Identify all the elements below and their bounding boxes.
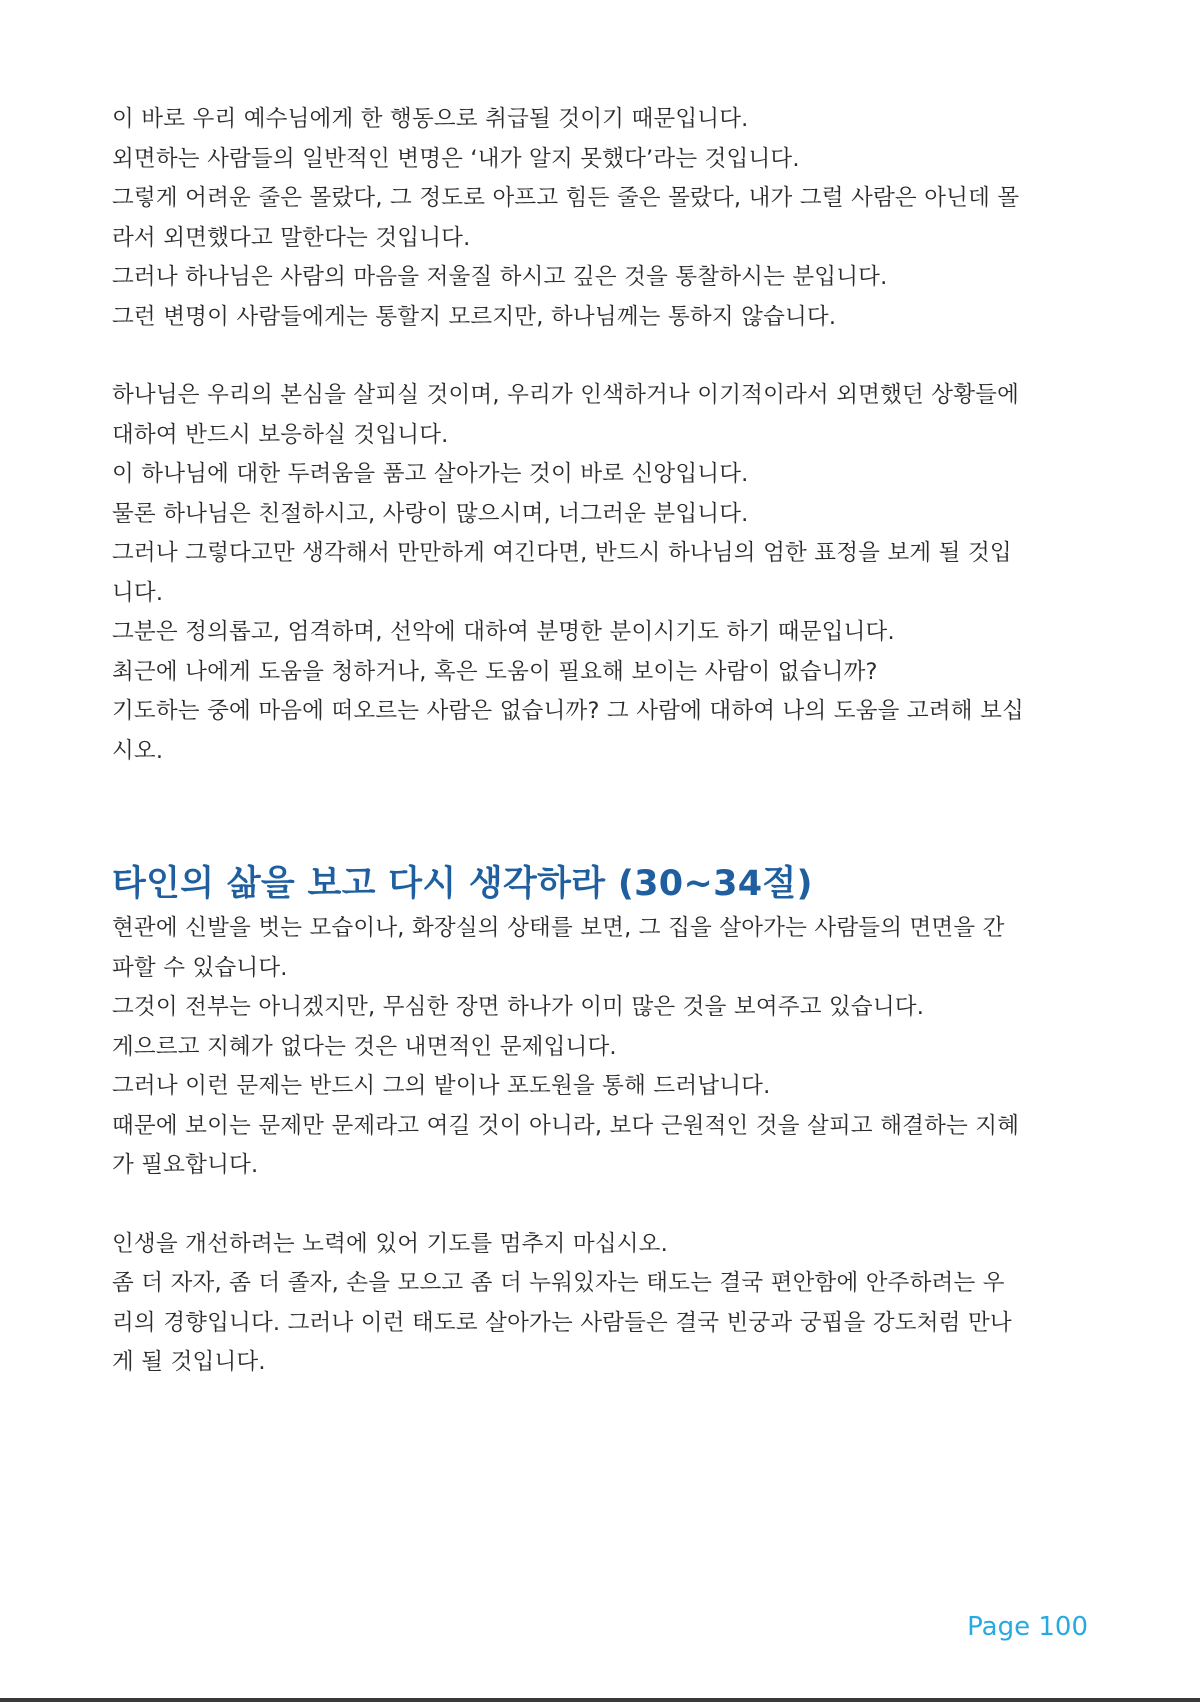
text-line: 대하여 반드시 보응하실 것입니다. [112, 421, 449, 448]
text-line: 그분은 정의롭고, 엄격하며, 선악에 대하여 분명한 분이시기도 하기 때문입니다. [112, 619, 895, 645]
text-line: 게 될 것입니다. [112, 1349, 266, 1375]
page-label: Page [967, 1612, 1031, 1642]
section-heading: 타인의 삶을 보고 다시 생각하라 (30~34절) [112, 864, 813, 904]
text-line: 그러나 그렇다고만 생각해서 만만하게 여긴다면, 반드시 하나님의 엄한 표정을 보게 될 것입 [112, 540, 1012, 566]
text-line: 그러나 이런 문제는 반드시 그의 밭이나 포도원을 통해 드러납니다. [112, 1073, 771, 1099]
page-content [112, 100, 1097, 1383]
text-line: 라서 외면했다고 말한다는 것입니다. [112, 224, 471, 251]
page-number-value: 100 [1038, 1612, 1088, 1642]
text-line: 좀 더 자자, 좀 더 졸자, 손을 모으고 좀 더 누워있자는 태도는 결국 편안함에 안주하려는 우 [112, 1270, 1005, 1296]
text-line: 이 하나님에 대한 두려움을 품고 살아가는 것이 바로 신앙입니다. [112, 461, 749, 487]
paragraph-spacer [112, 1186, 1097, 1225]
bottom-divider [0, 1698, 1200, 1702]
text-line: 때문에 보이는 문제만 문제라고 여길 것이 아니라, 보다 근원적인 것을 살피고 해결하는 지혜 [112, 1112, 1020, 1139]
paragraph-1 [112, 100, 1097, 337]
paragraph-2 [112, 376, 1097, 771]
paragraph-4 [112, 1225, 1097, 1383]
text-line: 인생을 개선하려는 노력에 있어 기도를 멈추지 마십시오. [112, 1230, 668, 1257]
page-number [967, 1612, 1088, 1642]
text-line: 외면하는 사람들의 일반적인 변명은 ‘내가 알지 못했다’라는 것입니다. [112, 145, 800, 172]
paragraph-3 [112, 909, 1097, 1186]
text-line: 게으르고 지혜가 없다는 것은 내면적인 문제입니다. [112, 1033, 617, 1060]
text-line: 현관에 신발을 벗는 모습이나, 화장실의 상태를 보면, 그 집을 살아가는 사람들의 면면을 간 [112, 915, 1005, 941]
text-line: 리의 경향입니다. 그러나 이런 태도로 살아가는 사람들은 결국 빈궁과 궁핍을 강도처럼 만나 [112, 1309, 1012, 1336]
text-line: 이 바로 우리 예수님에게 한 행동으로 취급될 것이기 때문입니다. [112, 106, 749, 132]
text-line: 그렇게 어려운 줄은 몰랐다, 그 정도로 아프고 힘든 줄은 몰랐다, 내가 그럴 사람은 아닌데 몰 [112, 185, 1020, 211]
text-line: 가 필요합니다. [112, 1152, 259, 1178]
text-line: 기도하는 중에 마음에 떠오르는 사람은 없습니까? 그 사람에 대하여 나의 도움을 고려해 보십 [112, 698, 1024, 724]
text-line: 그런 변명이 사람들에게는 통할지 모르지만, 하나님께는 통하지 않습니다. [112, 303, 837, 330]
text-line: 그러나 하나님은 사람의 마음을 저울질 하시고 깊은 것을 통찰하시는 분입니다. [112, 264, 888, 290]
section-spacer [112, 771, 1097, 859]
text-line: 그것이 전부는 아니겠지만, 무심한 장면 하나가 이미 많은 것을 보여주고 있습니다. [112, 994, 925, 1020]
text-line: 하나님은 우리의 본심을 살피실 것이며, 우리가 인색하거나 이기적이라서 외면했던 상황들에 [112, 382, 1020, 408]
text-line: 최근에 나에게 도움을 청하거나, 혹은 도움이 필요해 보이는 사람이 없습니까? [112, 658, 878, 685]
text-line: 파할 수 있습니다. [112, 954, 288, 981]
text-line: 시오. [112, 737, 164, 764]
paragraph-spacer [112, 337, 1097, 376]
text-line: 니다. [112, 579, 164, 606]
text-line: 물론 하나님은 친절하시고, 사랑이 많으시며, 너그러운 분입니다. [112, 500, 749, 527]
